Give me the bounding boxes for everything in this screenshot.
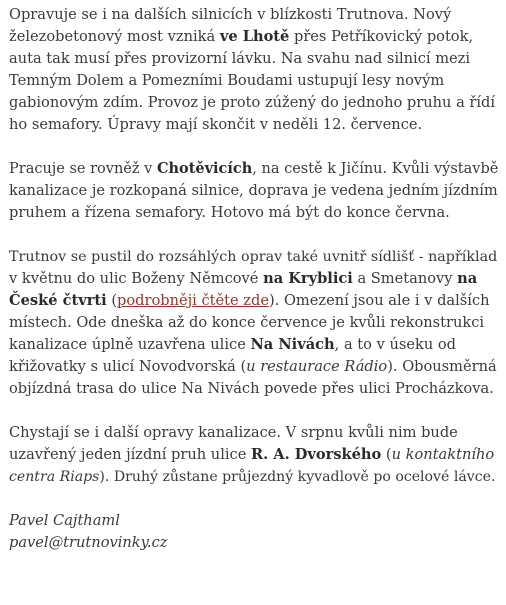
read-more-link[interactable]: podrobněji čtěte zde (117, 292, 269, 309)
place-kryblice: na Kryblici (263, 270, 353, 287)
street-na-nivach: Na Nivách (250, 336, 335, 353)
text: , a to v úseku od (334, 336, 456, 353)
paragraph-sewer-works (9, 422, 498, 488)
text-line (9, 70, 498, 92)
text: místech. Ode dneška až do konce července je kvůli rekonstrukci (9, 314, 485, 331)
text: Trutnov se pustil do rozsáhlých oprav také uvnitř sídlišť - například (9, 249, 498, 265)
text: uzavřený jeden jízdní pruh ulice (9, 446, 251, 463)
text: objízdná trasa do ulice Na Nivách povede přes ulici Procházkova. (9, 380, 494, 397)
paragraph-gap (9, 400, 498, 422)
text: Chystají se i další opravy kanalizace. V srpnu kvůli nim bude (9, 424, 458, 441)
text-line (9, 92, 498, 114)
text-line (9, 246, 498, 268)
text: křižovatky s ulicí Novodvorská ( (9, 358, 247, 375)
place-ceska-ctvrt-start: na (457, 270, 478, 287)
signature (9, 510, 498, 554)
text: , na cestě k Jičínu. Kvůli výstavbě (252, 161, 499, 177)
author-email: pavel@trutnovinky.cz (9, 534, 168, 551)
paragraph-roadworks-chotevice (9, 158, 498, 224)
place-lhota: ve Lhotě (219, 28, 290, 45)
text: železobetonový most vzniká (9, 28, 220, 45)
text: ). Druhý zůstane průjezdný kyvadlově po ocelové lávce. (99, 469, 496, 485)
text: v květnu do ulic Boženy Němcové (9, 270, 264, 287)
text: gabionovým zdím. Provoz je proto zúžený do jednoho pruhu a řídí (9, 94, 496, 111)
text: přes Petříkovický potok, (289, 28, 474, 45)
place-chotevice: Chotěvicích (156, 160, 253, 177)
author-name: Pavel Cajthaml (9, 512, 120, 529)
text-line (9, 268, 498, 290)
text-line (9, 48, 498, 70)
text-line (9, 26, 498, 48)
text: ). Obousměrná (387, 358, 497, 375)
text-line (9, 180, 498, 202)
text-line (9, 290, 498, 312)
text-line (9, 4, 498, 26)
text-line (9, 312, 498, 334)
text-line (9, 356, 498, 378)
place-ceska-ctvrt: České čtvrti (9, 292, 107, 309)
text: a Smetanovy (352, 270, 458, 287)
text-line (9, 466, 498, 488)
street-dvorskeho: R. A. Dvorského (250, 446, 382, 463)
text: ). Omezení jsou ale i v dalších (268, 292, 490, 309)
text-line (9, 378, 498, 400)
text: kanalizace úplně uzavřena ulice (9, 336, 251, 353)
text-line (9, 334, 498, 356)
contact-centre-note-end: centra Riaps (9, 469, 100, 485)
text: pruhem a řízena semafory. Hotovo má být do konce června. (9, 204, 450, 221)
text-line (9, 202, 498, 224)
text: ho semafory. Úpravy mají skončit v neděli 12. července. (9, 116, 423, 133)
text-line (9, 444, 498, 466)
text: ( (381, 446, 392, 463)
text: kanalizace je rozkopaná silnice, doprava je vedena jedním jízdním (9, 182, 498, 199)
paragraph-roadworks-lhota (9, 0, 498, 136)
text: Opravuje se i na dalších silnicích v blízkosti Trutnova. Nový (9, 6, 452, 23)
restaurant-note: u restaurace Rádio (246, 358, 388, 375)
paragraph-gap (9, 488, 498, 510)
text-line (9, 158, 498, 180)
contact-centre-note: u kontaktního (391, 446, 495, 463)
text: auta tak musí přes provizorní lávku. Na svahu nad silnicí mezi (9, 50, 471, 67)
text-line (9, 422, 498, 444)
paragraph-gap (9, 136, 498, 158)
text: ( (106, 292, 118, 309)
text-line (9, 114, 498, 136)
text: Temným Dolem a Pomezními Boudami ustupují lesy novým (9, 72, 445, 89)
paragraph-gap (9, 224, 498, 246)
paragraph-roadworks-trutnov (9, 246, 498, 400)
text: Pracuje se rovněž v (9, 161, 157, 177)
